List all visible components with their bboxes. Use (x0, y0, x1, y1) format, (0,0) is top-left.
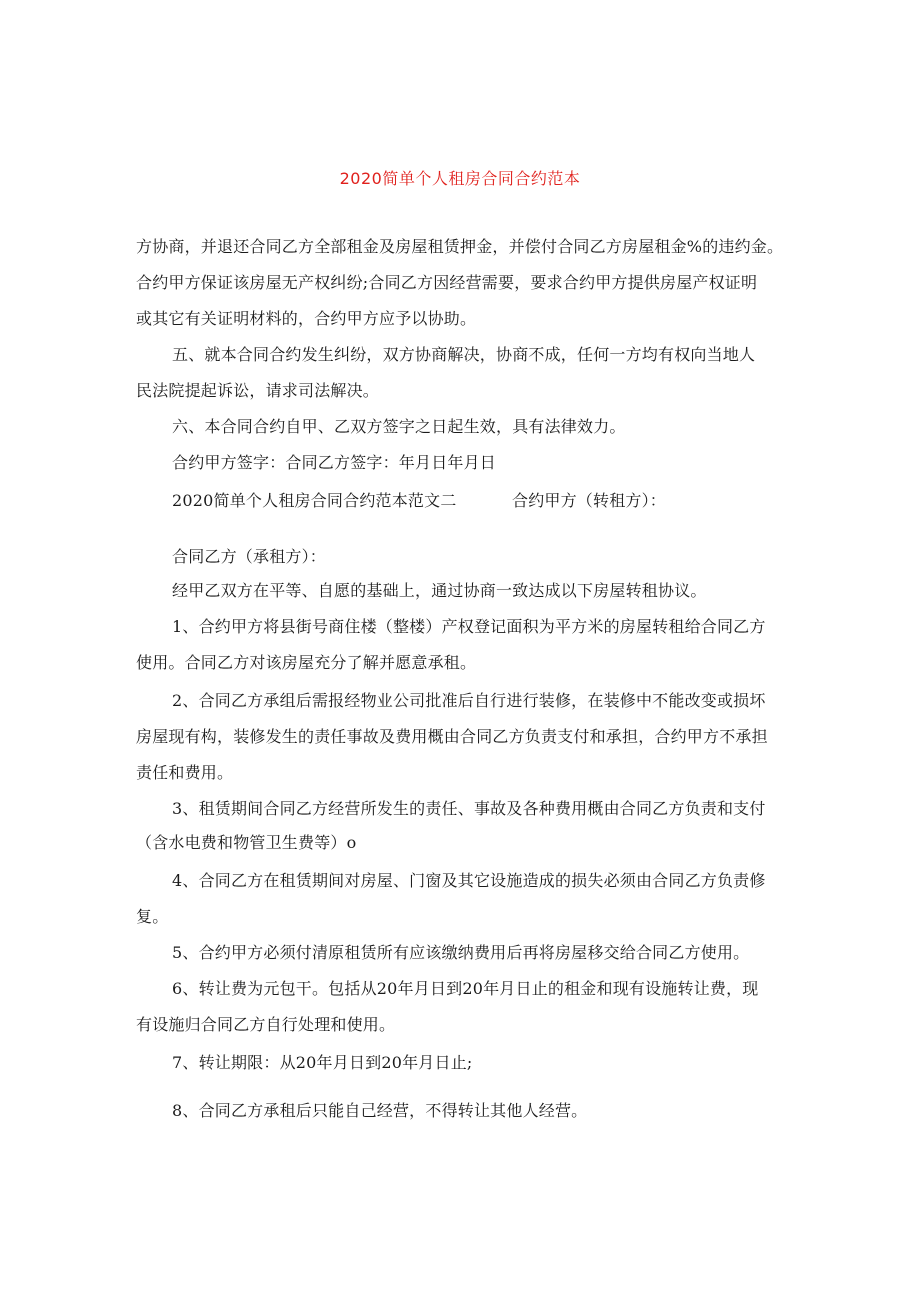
clause-5: 5、合约甲方必须付清原租赁所有应该缴纳费用后再将房屋移交给合同乙方使用。 (172, 943, 750, 962)
clause-1: 1、合约甲方将县街号商住楼（整楼）产权登记面积为平方米的房屋转租给合同乙方 (172, 617, 766, 636)
text-line: 六、本合同合约自甲、乙双方签字之日起生效，具有法律效力。 (172, 417, 626, 436)
text-line: 民法院提起诉讼，请求司法解决。 (136, 381, 380, 400)
clause-4: 4、合同乙方在租赁期间对房屋、门窗及其它设施造成的损失必须由合同乙方负责修 (172, 871, 766, 890)
text-line: 方协商，并退还合同乙方全部租金及房屋租赁押金，并偿付合同乙方房屋租金%的违约金。 (136, 237, 784, 256)
section-heading: 2020简单个人租房合同合约范本范文二 (172, 491, 457, 510)
clause-6: 6、转让费为元包干。包括从20年月日到20年月日止的租金和现有设施转让费，现 (172, 979, 759, 998)
signature-line: 合约甲方签字：合同乙方签字：年月日年月日 (172, 453, 497, 472)
party-b-label: 合同乙方（承租方）： (172, 547, 327, 566)
text-line: 房屋现有构，装修发生的责任事故及费用概由合同乙方负责支付和承担，合约甲方不承担 (136, 727, 768, 746)
clause-3: 3、租赁期间合同乙方经营所发生的责任、事故及各种费用概由合同乙方负责和支付 (172, 799, 766, 818)
text-line: 使用。合同乙方对该房屋充分了解并愿意承租。 (136, 653, 477, 672)
text-line: 有设施归合同乙方自行处理和使用。 (136, 1015, 396, 1034)
clause-8: 8、合同乙方承租后只能自己经营，不得转让其他人经营。 (172, 1101, 588, 1120)
text-line: 复。 (136, 907, 169, 926)
text-line: 五、就本合同合约发生纠纷，双方协商解决，协商不成，任何一方均有权向当地人 (172, 345, 756, 364)
text-line: 经甲乙双方在平等、自愿的基础上，通过协商一致达成以下房屋转租协议。 (172, 581, 707, 600)
clause-7: 7、转让期限：从20年月日到20年月日止; (172, 1053, 473, 1072)
text-line: 责任和费用。 (136, 763, 234, 782)
text-line: 合约甲方保证该房屋无产权纠纷;合同乙方因经营需要，要求合约甲方提供房屋产权证明 (136, 273, 758, 292)
party-a-label: 合约甲方（转租方）： (512, 491, 667, 510)
text-line: 或其它有关证明材料的，合约甲方应予以协助。 (136, 309, 477, 328)
page-title: 2020简单个人租房合同合约范本 (339, 169, 581, 188)
clause-2: 2、合同乙方承组后需报经物业公司批准后自行进行装修，在装修中不能改变或损坏 (172, 691, 766, 710)
text-line: （含水电费和物管卫生费等）o (136, 833, 357, 852)
